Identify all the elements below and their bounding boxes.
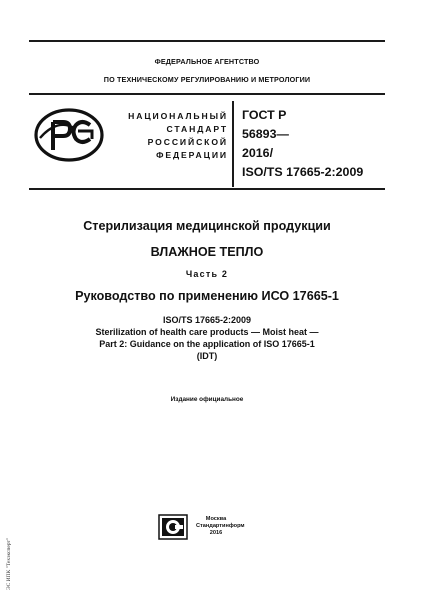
standard-label-line1: НАЦИОНАЛЬНЫЙ (128, 111, 228, 121)
agency-name-line2: ПО ТЕХНИЧЕСКОМУ РЕГУЛИРОВАНИЮ И МЕТРОЛОГИИ (103, 75, 311, 84)
standard-label-line4: ФЕДЕРАЦИИ (156, 150, 228, 160)
designation-line3: 2016/ (242, 146, 274, 160)
publisher-city: Москва (205, 516, 227, 522)
identical-marker: (IDT) (196, 351, 218, 361)
standard-label-line3: РОССИЙСКОЙ (147, 137, 228, 147)
iso-reference: ISO/TS 17665-2:2009 (162, 315, 252, 325)
standard-label-line2: СТАНДАРТ (166, 124, 228, 134)
header-rule (29, 93, 385, 95)
standartinform-logo-icon (158, 514, 188, 540)
designation-line1: ГОСТ Р (242, 108, 287, 122)
top-rule (29, 40, 385, 42)
publisher-year: 2016 (209, 530, 223, 536)
designation-divider (232, 101, 234, 187)
document-title: Стерилизация медицинской продукции (83, 219, 331, 233)
gost-r-logo-icon (34, 108, 104, 162)
designation-rule (29, 188, 385, 190)
english-title-line2: Part 2: Guidance on the application of ISO 17665-1 (99, 339, 315, 349)
english-title-line1: Sterilization of health care products — Moist heat — (95, 327, 319, 337)
side-stamp: ЭС ИПК "Техэксперт" (6, 537, 12, 590)
designation-line2: 56893— (242, 127, 289, 141)
designation-line4: ISO/TS 17665-2:2009 (242, 165, 364, 179)
publisher-name: Стандартинформ (196, 523, 245, 529)
edition-note: Издание официальное (170, 396, 244, 403)
part-label: Часть 2 (185, 269, 229, 279)
document-subtitle: ВЛАЖНОЕ ТЕПЛО (150, 245, 264, 259)
agency-name-line1: ФЕДЕРАЛЬНОЕ АГЕНТСТВО (154, 57, 260, 66)
part-title: Руководство по применению ИСО 17665-1 (75, 289, 339, 303)
